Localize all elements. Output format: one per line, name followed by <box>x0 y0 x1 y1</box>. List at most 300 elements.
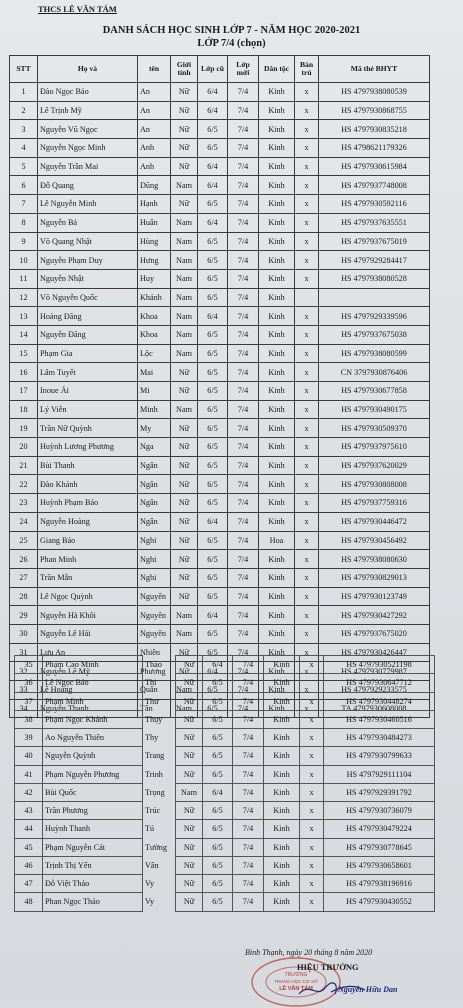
cell-lop-cu: 6/5 <box>203 893 233 911</box>
cell-lop-cu: 6/4 <box>203 783 233 801</box>
cell-lop-moi: 7/4 <box>228 531 259 550</box>
cell-lop-cu: 6/5 <box>198 456 228 475</box>
cell-lop-moi: 7/4 <box>228 699 259 718</box>
cell-ban-tru: x <box>295 307 319 326</box>
cell-ten: Thư <box>143 692 176 710</box>
cell-lop-cu: 6/4 <box>203 656 233 674</box>
table-row <box>15 856 435 874</box>
cell-dan-toc: Kinh <box>259 120 295 139</box>
cell-lop-moi: 7/4 <box>233 674 264 692</box>
cell-ho-va: Giang Bảo <box>38 531 138 550</box>
cell-dan-toc: Kinh <box>259 681 295 700</box>
cell-ten: Thảo <box>143 656 176 674</box>
cell-stt: 45 <box>15 838 43 856</box>
cell-dan-toc: Hoa <box>259 531 295 550</box>
cell-ma-the-bhyt: HS 4797930808008 <box>319 475 430 494</box>
cell-ho-va: Nguyễn Quỳnh <box>43 747 143 765</box>
cell-lop-cu: 6/4 <box>198 512 228 531</box>
cell-lop-cu: 6/4 <box>198 83 228 102</box>
cell-lop-moi: 7/4 <box>228 382 259 401</box>
cell-lop-cu: 6/5 <box>198 494 228 513</box>
cell-stt: 3 <box>10 120 38 139</box>
cell-ma-the-bhyt: HS 4797938080539 <box>319 83 430 102</box>
cell-ho-va: Nguyễn Phạm Duy <box>38 251 138 270</box>
cell-ban-tru: x <box>300 783 324 801</box>
cell-dan-toc: Kinh <box>259 195 295 214</box>
cell-lop-moi: 7/4 <box>233 875 264 893</box>
cell-dan-toc: Kinh <box>264 820 300 838</box>
cell-dan-toc: Kinh <box>259 568 295 587</box>
cell-ten: Hùng <box>138 232 171 251</box>
cell-ban-tru: x <box>300 802 324 820</box>
cell-ten: An <box>138 120 171 139</box>
cell-dan-toc: Kinh <box>264 674 300 692</box>
cell-ma-the-bhyt: HS 4797929233575 <box>319 681 430 700</box>
table-row <box>15 838 435 856</box>
cell-lop-moi: 7/4 <box>228 550 259 569</box>
table-row <box>10 438 430 457</box>
cell-ten: Thụy <box>143 710 176 728</box>
cell-stt: 36 <box>15 674 43 692</box>
cell-ten: Nguyên <box>138 606 171 625</box>
cell-ma-the-bhyt: HS 4797929111104 <box>324 765 435 783</box>
cell-gioi-tinh: Nữ <box>171 643 198 662</box>
cell-ban-tru: x <box>300 820 324 838</box>
stamp-line-3: LÊ VĂN TÁM <box>279 986 313 992</box>
cell-dan-toc: Kinh <box>259 213 295 232</box>
cell-ten: Nguyên <box>138 624 171 643</box>
cell-ma-the-bhyt: CN 3797930876406 <box>319 363 430 382</box>
header-ma-the-bhyt: Mã thẻ BHYT <box>319 56 430 83</box>
cell-dan-toc: Kinh <box>259 83 295 102</box>
header-stt: STT <box>10 56 38 83</box>
cell-ma-the-bhyt <box>319 288 430 307</box>
cell-ban-tru: x <box>295 456 319 475</box>
cell-lop-cu: 6/5 <box>198 344 228 363</box>
cell-gioi-tinh: Nữ <box>176 838 203 856</box>
cell-ban-tru: x <box>295 325 319 344</box>
cell-ten: Ngân <box>138 512 171 531</box>
cell-lop-cu: 6/5 <box>198 363 228 382</box>
cell-gioi-tinh: Nam <box>171 251 198 270</box>
class-subtitle: LỚP 7/4 (chọn) <box>197 38 266 49</box>
cell-stt: 13 <box>10 307 38 326</box>
cell-stt: 27 <box>10 568 38 587</box>
cell-lop-moi: 7/4 <box>233 656 264 674</box>
cell-ban-tru: x <box>295 344 319 363</box>
cell-ban-tru: x <box>295 606 319 625</box>
cell-gioi-tinh: Nữ <box>171 382 198 401</box>
cell-lop-cu: 6/5 <box>198 400 228 419</box>
cell-lop-moi: 7/4 <box>233 820 264 838</box>
cell-dan-toc: Kinh <box>264 875 300 893</box>
table-row <box>10 494 430 513</box>
cell-gioi-tinh: Nữ <box>171 662 198 681</box>
cell-gioi-tinh: Nữ <box>171 568 198 587</box>
cell-ho-va: Trần Mẫn <box>38 568 138 587</box>
cell-lop-cu: 6/5 <box>203 692 233 710</box>
cell-ban-tru: x <box>295 512 319 531</box>
cell-ho-va: Nguyễn Lê Mỹ <box>38 662 138 681</box>
cell-ho-va: Trần Nữ Quỳnh <box>38 419 138 438</box>
cell-lop-moi: 7/4 <box>228 195 259 214</box>
cell-lop-cu: 6/5 <box>203 710 233 728</box>
cell-dan-toc: Kinh <box>259 400 295 419</box>
cell-lop-cu: 6/5 <box>198 681 228 700</box>
cell-gioi-tinh: Nữ <box>171 120 198 139</box>
table-row <box>10 363 430 382</box>
cell-ten: Thi <box>143 674 176 692</box>
cell-ten: Nghi <box>138 550 171 569</box>
cell-dan-toc: Kinh <box>264 893 300 911</box>
cell-stt: 14 <box>10 325 38 344</box>
header-dan-toc: Dân tộc <box>259 56 295 83</box>
cell-ten: Vy <box>143 875 176 893</box>
cell-ten: Tú <box>143 820 176 838</box>
table-row <box>10 307 430 326</box>
cell-lop-cu: 6/4 <box>198 307 228 326</box>
cell-ma-the-bhyt: HS 4797930677858 <box>319 382 430 401</box>
table-row <box>10 382 430 401</box>
signing-date: Bình Thạnh, ngày 20 tháng 8 năm 2020 <box>245 948 373 957</box>
cell-dan-toc: Kinh <box>264 856 300 874</box>
cell-dan-toc: Kinh <box>259 512 295 531</box>
cell-lop-moi: 7/4 <box>233 765 264 783</box>
cell-ho-va: Huỳnh Phạm Bảo <box>38 494 138 513</box>
table-row <box>10 344 430 363</box>
table-row <box>10 157 430 176</box>
cell-ban-tru: x <box>295 568 319 587</box>
cell-lop-moi: 7/4 <box>228 307 259 326</box>
cell-lop-cu: 6/5 <box>203 856 233 874</box>
cell-ban-tru: x <box>295 419 319 438</box>
table-row <box>10 101 430 120</box>
cell-gioi-tinh: Nữ <box>171 587 198 606</box>
cell-ma-the-bhyt: HS 4797930521198 <box>324 656 435 674</box>
cell-ho-va: Phạm Minh <box>43 692 143 710</box>
cell-gioi-tinh: Nữ <box>176 692 203 710</box>
cell-dan-toc: Kinh <box>264 783 300 801</box>
cell-ma-the-bhyt: HS 4797929391792 <box>324 783 435 801</box>
cell-ban-tru <box>295 288 319 307</box>
cell-lop-cu: 6/5 <box>198 382 228 401</box>
cell-dan-toc: Kinh <box>259 288 295 307</box>
table-row <box>15 783 435 801</box>
cell-ban-tru: x <box>300 875 324 893</box>
cell-gioi-tinh: Nữ <box>176 747 203 765</box>
cell-lop-cu: 6/5 <box>203 820 233 838</box>
cell-ban-tru: x <box>300 838 324 856</box>
cell-ten: Nghi <box>138 568 171 587</box>
cell-lop-moi: 7/4 <box>228 587 259 606</box>
cell-ho-va: Phan Ngọc Thảo <box>43 893 143 911</box>
cell-gioi-tinh: Nữ <box>171 550 198 569</box>
cell-ban-tru <box>300 674 324 692</box>
cell-dan-toc: Kinh <box>259 139 295 158</box>
cell-ma-the-bhyt: HS 4797937675020 <box>319 624 430 643</box>
cell-stt: 23 <box>10 494 38 513</box>
cell-ma-the-bhyt: HS 4797937759316 <box>319 494 430 513</box>
cell-gioi-tinh: Nữ <box>171 101 198 120</box>
cell-dan-toc: Kinh <box>264 692 300 710</box>
header-ten: tên <box>138 56 171 83</box>
cell-ban-tru: x <box>295 176 319 195</box>
cell-lop-cu: 6/4 <box>198 101 228 120</box>
cell-lop-moi: 7/4 <box>233 802 264 820</box>
cell-dan-toc: Kinh <box>259 699 295 718</box>
cell-ten: Mai <box>138 363 171 382</box>
cell-ho-va: Nguyễn Vũ Ngọc <box>38 120 138 139</box>
cell-gioi-tinh: Nữ <box>171 475 198 494</box>
cell-dan-toc: Kinh <box>259 419 295 438</box>
cell-ho-va: Nguyễn Lê Hải <box>38 624 138 643</box>
cell-gioi-tinh: Nữ <box>176 656 203 674</box>
cell-lop-moi: 7/4 <box>228 213 259 232</box>
cell-lop-cu: 6/5 <box>198 438 228 457</box>
cell-ten: My <box>138 419 171 438</box>
cell-ho-va: Inoue Ái <box>38 382 138 401</box>
table-row <box>10 83 430 102</box>
cell-lop-moi: 7/4 <box>228 643 259 662</box>
cell-dan-toc: Kinh <box>259 307 295 326</box>
cell-stt: 30 <box>10 624 38 643</box>
cell-stt: 16 <box>10 363 38 382</box>
cell-ho-va: Võ Nguyễn Quốc <box>38 288 138 307</box>
cell-lop-moi: 7/4 <box>228 363 259 382</box>
cell-dan-toc: Kinh <box>259 494 295 513</box>
cell-stt: 12 <box>10 288 38 307</box>
cell-gioi-tinh: Nam <box>171 176 198 195</box>
student-table-part2 <box>14 655 435 912</box>
table-row <box>10 195 430 214</box>
cell-lop-moi: 7/4 <box>233 747 264 765</box>
cell-gioi-tinh: Nữ <box>171 363 198 382</box>
cell-lop-cu: 6/5 <box>198 251 228 270</box>
cell-gioi-tinh: Nữ <box>176 802 203 820</box>
cell-ban-tru: x <box>295 195 319 214</box>
stamp-line-2: TRUNG HỌC CƠ SỞ <box>274 979 318 984</box>
cell-lop-moi: 7/4 <box>228 139 259 158</box>
cell-lop-cu: 6/5 <box>203 674 233 692</box>
cell-ma-the-bhyt: HS 4797930426447 <box>319 643 430 662</box>
cell-lop-cu: 6/5 <box>198 288 228 307</box>
cell-gioi-tinh: Nữ <box>171 83 198 102</box>
table-row <box>15 820 435 838</box>
table-row <box>10 400 430 419</box>
cell-ho-va: Bùi Quốc <box>43 783 143 801</box>
cell-stt: 2 <box>10 101 38 120</box>
cell-ten: Khoa <box>138 325 171 344</box>
header-ho-va: Họ và <box>38 56 138 83</box>
cell-ten: Huân <box>138 213 171 232</box>
cell-dan-toc: Kinh <box>264 729 300 747</box>
table-row <box>10 568 430 587</box>
cell-lop-moi: 7/4 <box>233 692 264 710</box>
principal-title: HIỆU TRƯỞNG <box>297 962 359 972</box>
cell-ten: Trinh <box>143 765 176 783</box>
cell-lop-cu: 6/5 <box>198 325 228 344</box>
cell-ban-tru: x <box>295 494 319 513</box>
cell-lop-cu: 6/5 <box>198 643 228 662</box>
cell-dan-toc: Kinh <box>259 587 295 606</box>
cell-dan-toc: Kinh <box>259 101 295 120</box>
table-row <box>10 531 430 550</box>
cell-ban-tru: x <box>295 531 319 550</box>
cell-ban-tru: x <box>300 656 324 674</box>
cell-ho-va: Nguyễn Ngọc Minh <box>38 139 138 158</box>
cell-gioi-tinh: Nữ <box>171 195 198 214</box>
cell-gioi-tinh: Nữ <box>171 157 198 176</box>
cell-ten: Ngân <box>138 456 171 475</box>
cell-lop-moi: 7/4 <box>228 269 259 288</box>
signer-name: Nguyễn Hữu Dan <box>338 985 398 994</box>
cell-lop-cu: 6/5 <box>198 269 228 288</box>
cell-ten: Nghi <box>138 531 171 550</box>
cell-gioi-tinh: Nữ <box>171 456 198 475</box>
cell-ma-the-bhyt: HS 4797930490175 <box>319 400 430 419</box>
cell-stt: 6 <box>10 176 38 195</box>
cell-ho-va: Lê Hoàng <box>38 681 138 700</box>
table-row <box>10 512 430 531</box>
cell-lop-moi: 7/4 <box>228 157 259 176</box>
cell-ho-va: Phan Minh <box>38 550 138 569</box>
cell-stt: 42 <box>15 783 43 801</box>
cell-ma-the-bhyt: HS 4797937675019 <box>319 232 430 251</box>
cell-ban-tru: x <box>295 269 319 288</box>
cell-dan-toc: Kinh <box>259 382 295 401</box>
cell-ten: Phương <box>138 662 171 681</box>
cell-lop-moi: 7/4 <box>228 288 259 307</box>
cell-lop-cu: 6/5 <box>203 875 233 893</box>
cell-ten: An <box>138 101 171 120</box>
cell-ten: Quân <box>138 681 171 700</box>
table-header-row <box>10 56 430 83</box>
cell-gioi-tinh: Nữ <box>176 674 203 692</box>
cell-ban-tru: x <box>295 643 319 662</box>
cell-gioi-tinh: Nam <box>171 269 198 288</box>
cell-ma-the-bhyt: HS 4797930615984 <box>319 157 430 176</box>
table-row <box>10 456 430 475</box>
cell-ten: Mi <box>138 382 171 401</box>
cell-lop-cu: 6/5 <box>198 624 228 643</box>
cell-stt: 43 <box>15 802 43 820</box>
table-row <box>15 747 435 765</box>
cell-ma-the-bhyt: HS 4797930430552 <box>324 893 435 911</box>
cell-stt: 33 <box>10 681 38 700</box>
table-row <box>15 729 435 747</box>
cell-ma-the-bhyt: HS 4797930592116 <box>319 195 430 214</box>
cell-dan-toc: Kinh <box>264 710 300 728</box>
cell-lop-moi: 7/4 <box>228 251 259 270</box>
cell-lop-cu: 6/4 <box>198 176 228 195</box>
cell-dan-toc: Kinh <box>259 232 295 251</box>
cell-stt: 39 <box>15 729 43 747</box>
cell-ban-tru: x <box>300 747 324 765</box>
cell-dan-toc: Kinh <box>259 456 295 475</box>
cell-stt: 18 <box>10 400 38 419</box>
cell-stt: 22 <box>10 475 38 494</box>
cell-ma-the-bhyt: HS 4797930479224 <box>324 820 435 838</box>
cell-stt: 21 <box>10 456 38 475</box>
cell-lop-moi: 7/4 <box>233 729 264 747</box>
table-row <box>15 765 435 783</box>
cell-ma-the-bhyt: HS 4797938196916 <box>324 875 435 893</box>
cell-gioi-tinh: Nam <box>171 344 198 363</box>
cell-stt: 24 <box>10 512 38 531</box>
cell-ban-tru: x <box>300 692 324 710</box>
cell-stt: 47 <box>15 875 43 893</box>
cell-ten: Vân <box>143 856 176 874</box>
cell-gioi-tinh: Nam <box>171 232 198 251</box>
table-row <box>10 232 430 251</box>
school-name: THCS LÊ VĂN TÁM <box>38 4 117 14</box>
cell-stt: 38 <box>15 710 43 728</box>
cell-dan-toc: Kinh <box>259 269 295 288</box>
cell-lop-moi: 7/4 <box>228 325 259 344</box>
cell-ho-va: Lê Ngọc Quỳnh <box>38 587 138 606</box>
table-row <box>15 674 435 692</box>
cell-lop-cu: 6/5 <box>203 765 233 783</box>
cell-ho-va: Đào Ngọc Bảo <box>38 83 138 102</box>
cell-lop-cu: 6/5 <box>198 699 228 718</box>
cell-gioi-tinh: Nam <box>171 307 198 326</box>
cell-stt: 10 <box>10 251 38 270</box>
cell-ma-the-bhyt: HS 4797937620029 <box>319 456 430 475</box>
cell-dan-toc: Kinh <box>259 251 295 270</box>
cell-stt: 46 <box>15 856 43 874</box>
cell-lop-cu: 6/5 <box>203 729 233 747</box>
cell-lop-moi: 7/4 <box>228 512 259 531</box>
header-lop-moi: Lớp mới <box>228 56 259 83</box>
cell-ho-va: Phạm Gia <box>38 344 138 363</box>
cell-ma-the-bhyt: TA 4797930608008 <box>319 699 430 718</box>
cell-gioi-tinh: Nữ <box>171 512 198 531</box>
cell-stt: 15 <box>10 344 38 363</box>
cell-stt: 44 <box>15 820 43 838</box>
table-row <box>10 251 430 270</box>
cell-gioi-tinh: Nữ <box>176 893 203 911</box>
cell-ten: Ngân <box>138 475 171 494</box>
cell-lop-cu: 6/4 <box>198 606 228 625</box>
cell-lop-cu: 6/5 <box>203 747 233 765</box>
cell-ma-the-bhyt: HS 4797930456492 <box>319 531 430 550</box>
cell-gioi-tinh: Nữ <box>176 710 203 728</box>
cell-lop-moi: 7/4 <box>228 662 259 681</box>
cell-dan-toc: Kinh <box>259 624 295 643</box>
cell-ma-the-bhyt: HS 4797930446472 <box>319 512 430 531</box>
table-row <box>10 325 430 344</box>
student-table-part1 <box>9 55 430 718</box>
cell-ban-tru: x <box>295 139 319 158</box>
cell-ban-tru: x <box>295 157 319 176</box>
stamp-line-1: TRƯỜNG <box>284 972 308 978</box>
cell-stt: 4 <box>10 139 38 158</box>
cell-dan-toc: Kinh <box>259 643 295 662</box>
cell-gioi-tinh: Nữ <box>176 875 203 893</box>
cell-ten: Dũng <box>138 176 171 195</box>
cell-ma-the-bhyt: HS 4797930835218 <box>319 120 430 139</box>
cell-ho-va: Ao Nguyễn Thiên <box>43 729 143 747</box>
cell-gioi-tinh: Nam <box>171 400 198 419</box>
cell-lop-cu: 6/5 <box>198 139 228 158</box>
cell-stt: 28 <box>10 587 38 606</box>
cell-dan-toc: Kinh <box>259 157 295 176</box>
cell-lop-moi: 7/4 <box>228 83 259 102</box>
cell-gioi-tinh: Nam <box>171 288 198 307</box>
cell-ten: Hưng <box>138 251 171 270</box>
cell-ho-va: Lâm Tuyết <box>38 363 138 382</box>
cell-dan-toc: Kinh <box>259 176 295 195</box>
